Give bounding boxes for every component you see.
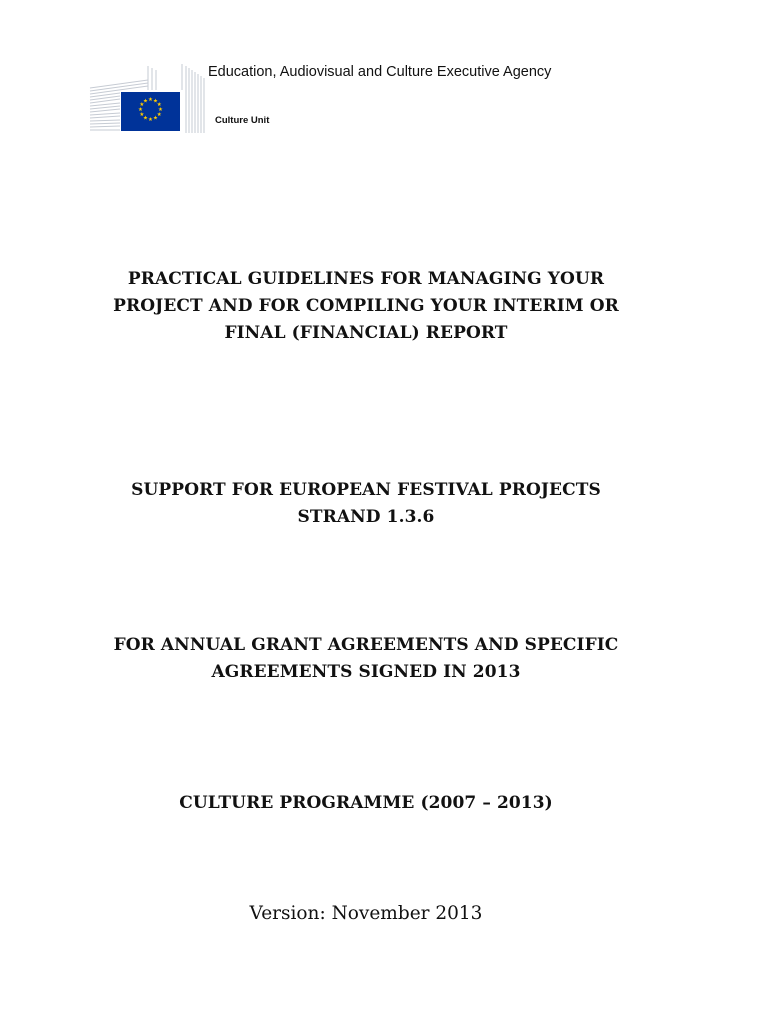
support-heading [60,477,672,531]
svg-text:★: ★ [156,102,162,108]
programme-line: CULTURE PROGRAMME (2007 – 2013) [179,793,553,813]
title-line: PROJECT AND FOR COMPILING YOUR INTERIM OR [113,296,619,316]
agency-name: Education, Audiovisual and Culture Executive Agency [208,64,552,80]
svg-text:★: ★ [143,115,148,122]
svg-text:★: ★ [158,107,163,113]
svg-text:★: ★ [138,107,143,113]
svg-text:★: ★ [148,117,153,123]
svg-text:★: ★ [156,112,162,118]
agreements-heading [60,632,672,686]
strand-line: STRAND 1.3.6 [297,507,435,527]
european-commission-logo [88,60,210,135]
svg-text:★: ★ [139,102,145,108]
svg-text:★: ★ [148,97,153,103]
document-header [88,60,688,140]
unit-name: Culture Unit [215,115,270,126]
svg-text:★: ★ [153,98,158,105]
agreements-line: FOR ANNUAL GRANT AGREEMENTS AND SPECIFIC [113,635,619,655]
version-label: Version: November 2013 [249,903,483,924]
document-title [60,266,672,347]
svg-text:★: ★ [143,98,148,105]
svg-text:★: ★ [153,115,158,122]
support-line: SUPPORT FOR EUROPEAN FESTIVAL PROJECTS [131,480,601,500]
title-line: PRACTICAL GUIDELINES FOR MANAGING YOUR [127,269,605,289]
title-line: FINAL (FINANCIAL) REPORT [224,323,508,343]
svg-text:★: ★ [139,112,145,118]
programme-heading [60,790,672,817]
agreements-line: AGREEMENTS SIGNED IN 2013 [211,662,521,682]
